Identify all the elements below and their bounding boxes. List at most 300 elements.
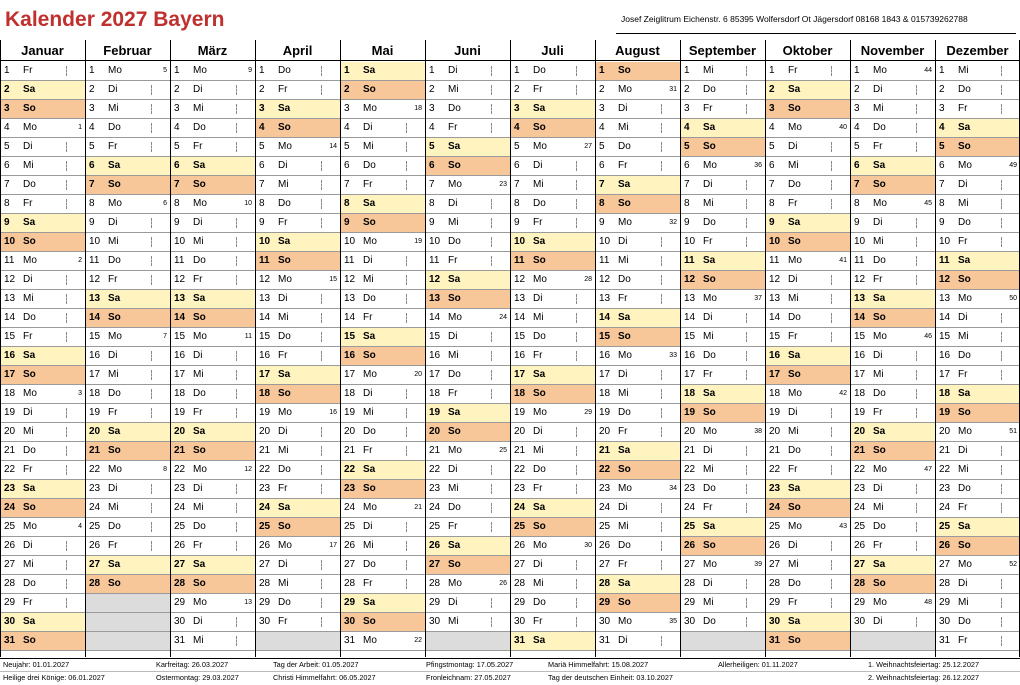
- weekday-label: Do: [703, 84, 716, 95]
- day-cell: [255, 252, 340, 271]
- day-cell: [340, 366, 425, 385]
- week-number: 36: [754, 162, 762, 169]
- day-cell: [680, 385, 765, 404]
- day-number: 26: [939, 540, 951, 551]
- day-cell: [170, 214, 255, 233]
- note-divider: [406, 522, 407, 532]
- holiday-entry: 2. Weihnachtsfeiertag: 26.12.2027: [868, 673, 980, 682]
- week-number: 17: [329, 542, 337, 549]
- holiday-entry: Neujahr: 01.01.2027: [3, 660, 70, 669]
- day-number: 14: [4, 312, 16, 323]
- day-cell: [170, 575, 255, 594]
- weekday-label: Di: [363, 521, 373, 532]
- day-cell: [170, 556, 255, 575]
- day-number: 29: [259, 597, 271, 608]
- weekday-label: Do: [108, 388, 121, 399]
- day-cell: [850, 594, 935, 613]
- day-cell: [765, 385, 850, 404]
- day-number: 19: [684, 407, 696, 418]
- weekday-label: Do: [193, 388, 206, 399]
- day-cell: [510, 632, 595, 651]
- day-number: 1: [769, 65, 775, 76]
- note-divider: [491, 598, 492, 608]
- day-number: 6: [939, 160, 945, 171]
- day-cell: [255, 518, 340, 537]
- day-number: 23: [769, 483, 781, 494]
- weekday-label: Di: [873, 217, 883, 228]
- day-cell: [85, 537, 170, 556]
- weekday-label: Do: [448, 369, 461, 380]
- day-number: 3: [429, 103, 435, 114]
- note-divider: [831, 275, 832, 285]
- note-divider: [916, 522, 917, 532]
- day-cell: [85, 233, 170, 252]
- note-divider: [661, 389, 662, 399]
- weekday-label: Mi: [23, 293, 34, 304]
- day-number: 17: [259, 369, 271, 380]
- weekday-label: Mi: [618, 255, 629, 266]
- note-divider: [746, 617, 747, 627]
- weekday-label: Fr: [958, 635, 968, 646]
- note-divider: [661, 370, 662, 380]
- weekday-label: Fr: [533, 350, 543, 361]
- day-cell: [340, 176, 425, 195]
- note-divider: [491, 85, 492, 95]
- day-number: 21: [599, 445, 611, 456]
- day-cell: [850, 271, 935, 290]
- note-divider: [151, 104, 152, 114]
- note-divider: [491, 389, 492, 399]
- weekday-label: Mo: [108, 464, 122, 475]
- day-cell: [255, 62, 340, 81]
- day-number: 19: [89, 407, 101, 418]
- day-cell: [340, 480, 425, 499]
- day-number: 25: [89, 521, 101, 532]
- day-number: 6: [344, 160, 350, 171]
- note-divider: [236, 123, 237, 133]
- weekday-label: Mo: [533, 540, 547, 551]
- note-divider: [406, 541, 407, 551]
- note-divider: [746, 503, 747, 513]
- day-number: 12: [344, 274, 356, 285]
- weekday-label: Di: [363, 388, 373, 399]
- note-divider: [746, 66, 747, 76]
- day-number: 5: [4, 141, 10, 152]
- day-cell: [765, 556, 850, 575]
- weekday-label: Mi: [108, 103, 119, 114]
- day-cell: [595, 480, 680, 499]
- day-cell: [0, 366, 85, 385]
- day-number: 17: [599, 369, 611, 380]
- day-number: 25: [599, 521, 611, 532]
- note-divider: [831, 598, 832, 608]
- day-cell: [680, 157, 765, 176]
- weekday-label: Di: [873, 84, 883, 95]
- day-number: 11: [174, 255, 185, 266]
- weekday-label: Mo: [618, 616, 632, 627]
- day-cell: [255, 290, 340, 309]
- holiday-entry: Fronleichnam: 27.05.2027: [426, 673, 511, 682]
- day-number: 20: [684, 426, 696, 437]
- weekday-label: Di: [278, 293, 288, 304]
- week-number: 50: [1009, 295, 1017, 302]
- weekday-label: Di: [363, 122, 373, 133]
- day-number: 3: [854, 103, 860, 114]
- day-cell: [0, 537, 85, 556]
- note-divider: [491, 199, 492, 209]
- weekday-label: Sa: [23, 350, 36, 361]
- day-cell: [255, 461, 340, 480]
- day-cell: [935, 81, 1020, 100]
- day-cell: [935, 347, 1020, 366]
- note-divider: [916, 351, 917, 361]
- day-number: 12: [939, 274, 951, 285]
- weekday-label: Mi: [533, 445, 544, 456]
- note-divider: [236, 85, 237, 95]
- note-divider: [321, 617, 322, 627]
- weekday-label: Di: [278, 426, 288, 437]
- day-cell: [0, 575, 85, 594]
- week-number: 25: [499, 447, 507, 454]
- day-number: 12: [174, 274, 186, 285]
- day-number: 26: [429, 540, 441, 551]
- day-cell: [0, 309, 85, 328]
- weekday-label: Di: [108, 350, 118, 361]
- weekday-label: Mo: [958, 160, 972, 171]
- day-number: 29: [599, 597, 611, 608]
- day-number: 14: [939, 312, 951, 323]
- day-number: 8: [684, 198, 690, 209]
- note-divider: [321, 598, 322, 608]
- weekday-label: Mo: [363, 635, 377, 646]
- day-number: 25: [769, 521, 781, 532]
- day-cell: [680, 214, 765, 233]
- note-divider: [916, 275, 917, 285]
- weekday-label: Fr: [448, 521, 458, 532]
- note-divider: [1001, 446, 1002, 456]
- day-number: 2: [89, 84, 95, 95]
- day-cell: [425, 290, 510, 309]
- weekday-label: Sa: [363, 597, 376, 608]
- weekday-label: Fr: [193, 274, 203, 285]
- day-number: 29: [939, 597, 951, 608]
- day-cell: [765, 594, 850, 613]
- day-cell: [0, 176, 85, 195]
- day-number: 20: [174, 426, 186, 437]
- day-cell: [595, 518, 680, 537]
- weekday-label: Fr: [618, 293, 628, 304]
- note-divider: [236, 370, 237, 380]
- weekday-label: So: [363, 616, 376, 627]
- day-number: 9: [89, 217, 95, 228]
- weekday-label: Do: [108, 255, 121, 266]
- weekday-label: Mo: [23, 388, 37, 399]
- weekday-label: Sa: [788, 84, 801, 95]
- note-divider: [491, 332, 492, 342]
- day-cell: [0, 195, 85, 214]
- day-cell: [935, 442, 1020, 461]
- day-cell: [85, 461, 170, 480]
- weekday-label: Mi: [958, 331, 969, 342]
- weekday-label: Mi: [193, 502, 204, 513]
- day-cell: [510, 480, 595, 499]
- month-header-6: Juli: [510, 41, 595, 61]
- note-divider: [151, 503, 152, 513]
- day-number: 27: [4, 559, 16, 570]
- day-cell: [0, 252, 85, 271]
- weekday-label: Do: [363, 293, 376, 304]
- day-number: 6: [514, 160, 520, 171]
- day-number: 2: [514, 84, 520, 95]
- weekday-label: Sa: [788, 350, 801, 361]
- day-number: 4: [174, 122, 180, 133]
- day-number: 3: [344, 103, 350, 114]
- note-divider: [661, 294, 662, 304]
- day-number: 20: [344, 426, 356, 437]
- note-divider: [1001, 199, 1002, 209]
- day-cell: [935, 461, 1020, 480]
- weekday-label: Di: [788, 274, 798, 285]
- note-divider: [151, 142, 152, 152]
- note-divider: [66, 446, 67, 456]
- day-cell: [680, 81, 765, 100]
- weekday-label: Do: [193, 122, 206, 133]
- weekday-label: So: [448, 293, 461, 304]
- weekday-label: Di: [703, 578, 713, 589]
- day-cell: [340, 537, 425, 556]
- note-divider: [491, 256, 492, 266]
- note-divider: [576, 66, 577, 76]
- day-number: 30: [514, 616, 526, 627]
- column-divider: [85, 40, 86, 657]
- week-number: 20: [414, 371, 422, 378]
- day-number: 18: [599, 388, 611, 399]
- day-cell: [595, 632, 680, 651]
- day-cell: [680, 442, 765, 461]
- day-cell: [680, 290, 765, 309]
- day-number: 3: [684, 103, 690, 114]
- day-cell: [255, 119, 340, 138]
- day-cell: [510, 499, 595, 518]
- day-cell: [765, 613, 850, 632]
- day-number: 19: [769, 407, 781, 418]
- weekday-label: Mo: [193, 597, 207, 608]
- weekday-label: Sa: [448, 407, 461, 418]
- note-divider: [831, 427, 832, 437]
- day-number: 19: [939, 407, 951, 418]
- note-divider: [236, 522, 237, 532]
- note-divider: [661, 123, 662, 133]
- day-number: 17: [854, 369, 866, 380]
- day-number: 25: [174, 521, 186, 532]
- day-number: 20: [769, 426, 781, 437]
- day-number: 15: [4, 331, 16, 342]
- column-divider: [935, 40, 936, 657]
- day-number: 11: [514, 255, 525, 266]
- weekday-label: Do: [958, 84, 971, 95]
- weekday-label: So: [618, 464, 631, 475]
- day-number: 8: [599, 198, 605, 209]
- day-number: 10: [89, 236, 101, 247]
- weekday-label: Di: [788, 540, 798, 551]
- day-number: 17: [344, 369, 356, 380]
- day-number: 29: [769, 597, 781, 608]
- note-divider: [66, 427, 67, 437]
- day-cell: [765, 195, 850, 214]
- day-number: 30: [259, 616, 271, 627]
- week-number: 10: [244, 200, 252, 207]
- day-number: 2: [4, 84, 10, 95]
- day-cell: [425, 442, 510, 461]
- day-number: 10: [174, 236, 186, 247]
- weekday-label: Do: [703, 483, 716, 494]
- holiday-entry: Tag der deutschen Einheit: 03.10.2027: [548, 673, 673, 682]
- day-cell: [510, 214, 595, 233]
- weekday-label: Mo: [278, 141, 292, 152]
- day-number: 27: [769, 559, 781, 570]
- weekday-label: Di: [448, 464, 458, 475]
- day-cell: [765, 100, 850, 119]
- day-number: 20: [854, 426, 866, 437]
- day-cell: [170, 252, 255, 271]
- day-number: 24: [599, 502, 611, 513]
- day-cell: [595, 461, 680, 480]
- day-cell: [935, 480, 1020, 499]
- day-cell: [680, 119, 765, 138]
- weekday-label: Mo: [958, 293, 972, 304]
- day-number: 30: [599, 616, 611, 627]
- day-number: 23: [429, 483, 441, 494]
- note-divider: [406, 579, 407, 589]
- week-number: 29: [584, 409, 592, 416]
- day-cell: [510, 195, 595, 214]
- weekday-label: Mi: [108, 502, 119, 513]
- weekday-label: Fr: [363, 179, 373, 190]
- day-cell: [340, 556, 425, 575]
- day-number: 6: [684, 160, 690, 171]
- note-divider: [1001, 598, 1002, 608]
- weekday-label: Mi: [278, 312, 289, 323]
- day-cell: [255, 404, 340, 423]
- day-cell: [850, 575, 935, 594]
- weekday-label: Mo: [108, 198, 122, 209]
- holiday-entry: Tag der Arbeit: 01.05.2027: [273, 660, 359, 669]
- month-header-2: März: [170, 41, 255, 61]
- day-cell: [935, 233, 1020, 252]
- weekday-label: Di: [703, 179, 713, 190]
- day-cell: [510, 518, 595, 537]
- day-cell: [425, 176, 510, 195]
- day-number: 4: [344, 122, 350, 133]
- day-number: 8: [89, 198, 95, 209]
- weekday-label: Di: [873, 483, 883, 494]
- day-number: 9: [599, 217, 605, 228]
- day-number: 19: [429, 407, 441, 418]
- note-divider: [151, 218, 152, 228]
- day-cell: [935, 594, 1020, 613]
- day-number: 22: [599, 464, 611, 475]
- day-cell: [425, 480, 510, 499]
- week-number: 49: [1009, 162, 1017, 169]
- day-number: 9: [4, 217, 10, 228]
- holiday-entry: Karfreitag: 26.03.2027: [156, 660, 229, 669]
- weekday-label: Mi: [958, 597, 969, 608]
- day-cell: [935, 423, 1020, 442]
- note-divider: [321, 484, 322, 494]
- weekday-label: So: [193, 179, 206, 190]
- day-cell: [170, 404, 255, 423]
- day-cell: [765, 461, 850, 480]
- day-number: 19: [599, 407, 611, 418]
- week-number: 42: [839, 390, 847, 397]
- day-cell: [0, 233, 85, 252]
- day-cell: [850, 157, 935, 176]
- day-number: 3: [514, 103, 520, 114]
- weekday-label: So: [958, 540, 971, 551]
- note-divider: [151, 237, 152, 247]
- note-divider: [491, 503, 492, 513]
- month-header-8: September: [680, 41, 765, 61]
- day-number: 28: [939, 578, 951, 589]
- day-number: 18: [939, 388, 951, 399]
- weekday-label: Di: [193, 616, 203, 627]
- note-divider: [831, 142, 832, 152]
- day-cell: [935, 518, 1020, 537]
- day-number: 31: [939, 635, 951, 646]
- day-cell: [935, 176, 1020, 195]
- day-number: 5: [599, 141, 605, 152]
- weekday-label: Mi: [533, 312, 544, 323]
- day-number: 30: [769, 616, 781, 627]
- day-number: 10: [344, 236, 356, 247]
- day-cell: [510, 176, 595, 195]
- day-cell: [595, 613, 680, 632]
- weekday-label: Do: [703, 616, 716, 627]
- weekday-label: Mo: [873, 464, 887, 475]
- weekday-label: Di: [703, 312, 713, 323]
- day-cell: [170, 233, 255, 252]
- day-number: 25: [854, 521, 866, 532]
- weekday-label: Do: [618, 274, 631, 285]
- note-divider: [236, 389, 237, 399]
- note-divider: [321, 313, 322, 323]
- day-number: 4: [684, 122, 690, 133]
- day-cell: [0, 518, 85, 537]
- day-cell: [595, 556, 680, 575]
- weekday-label: Sa: [788, 217, 801, 228]
- weekday-label: Mi: [278, 578, 289, 589]
- holiday-entry: Heilige drei Könige: 06.01.2027: [3, 673, 105, 682]
- weekday-label: Fr: [533, 217, 543, 228]
- day-number: 11: [4, 255, 15, 266]
- weekday-label: Sa: [618, 445, 631, 456]
- note-divider: [576, 180, 577, 190]
- day-cell: [85, 138, 170, 157]
- note-divider: [661, 522, 662, 532]
- note-divider: [831, 332, 832, 342]
- note-divider: [746, 180, 747, 190]
- weekday-label: So: [788, 502, 801, 513]
- contact-info: Josef Zeiglitrum Eichenstr. 6 85395 Wolfersdorf Ot Jägersdorf 08168 1843 & 015739262788: [621, 14, 968, 24]
- weekday-label: Fr: [278, 616, 288, 627]
- day-cell: [680, 556, 765, 575]
- weekday-label: Sa: [193, 559, 206, 570]
- weekday-label: Sa: [448, 540, 461, 551]
- weekday-label: Fr: [788, 464, 798, 475]
- day-number: 28: [344, 578, 356, 589]
- weekday-label: So: [448, 160, 461, 171]
- weekday-label: Mo: [23, 521, 37, 532]
